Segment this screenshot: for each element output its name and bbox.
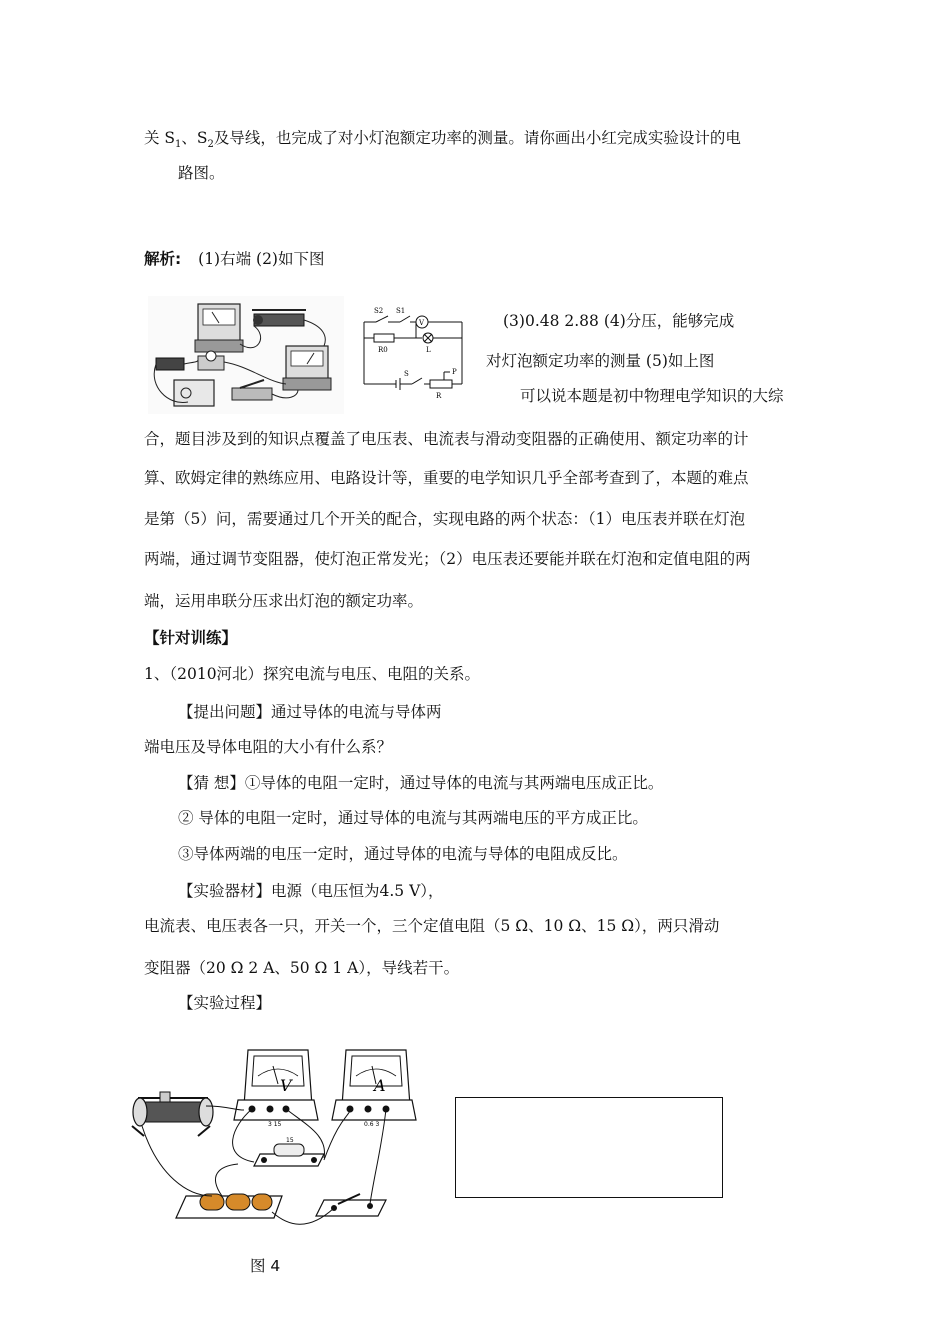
terminal-label: 15 (286, 1137, 294, 1144)
battery-photo (156, 358, 184, 370)
guess-3: ③导体两端的电压一定时，通过导体的电流与导体的电阻成反比。 (178, 845, 628, 863)
equipment-3: 变阻器（20 Ω 2 A、50 Ω 1 A），导线若干。 (144, 959, 460, 977)
intro-line-2: 路图。 (178, 164, 225, 182)
ammeter (332, 1050, 416, 1128)
ask-line-2: 端电压及导体电阻的大小有什么系？ (144, 738, 393, 756)
analysis-line (144, 249, 324, 269)
analysis-p2: 合，题目涉及到的知识点覆盖了电压表、电流表与滑动变阻器的正确使用、额定功率的计 (144, 430, 749, 448)
analysis-p6: 端，运用串联分压求出灯泡的额定功率。 (144, 592, 424, 610)
process-heading: 【实验过程】 (178, 994, 272, 1012)
training-heading: 【针对训练】 (144, 629, 238, 647)
ask-line-1: 【提出问题】通过导体的电流与导体两 (178, 703, 442, 721)
switch-photo (232, 388, 272, 400)
battery-holder (176, 1194, 282, 1218)
intro-text-c: 及导线，也完成了对小灯泡额定功率的测量。请你画出小红完成实验设计的电 (213, 129, 741, 147)
label-r0: R0 (378, 346, 388, 354)
circuit-drawing-box (455, 1097, 723, 1198)
label-s1: S1 (396, 307, 406, 315)
fixed-resistor (254, 1137, 324, 1166)
apparatus-photo (148, 296, 344, 414)
sliding-rheostat (132, 1092, 213, 1136)
intro-text-b: 、S (181, 129, 208, 147)
voltmeter-letter: V (280, 1076, 292, 1095)
label-p: P (452, 368, 457, 376)
analysis-p5: 两端，通过调节变阻器，使灯泡正常发光；（2）电压表还要能并联在灯泡和定值电阻的两 (144, 550, 751, 568)
subscript-1: 1 (175, 139, 182, 151)
ammeter-scale: 0.6 3 (364, 1121, 380, 1128)
analysis-p3: 算、欧姆定律的熟练应用、电路设计等，重要的电学知识几乎全部考查到了，本题的难点 (144, 469, 749, 487)
subscript-2: 2 (207, 139, 214, 151)
figure-caption: 图 4 (250, 1257, 281, 1275)
voltmeter (234, 1050, 318, 1128)
question-1: 1、（2010河北）探究电流与电压、电阻的关系。 (144, 665, 481, 683)
circuit-diagram (360, 300, 468, 400)
label-r: R (436, 392, 442, 400)
label-l: L (426, 346, 431, 354)
analysis-p1: 可以说本题是初中物理电学知识的大综 (520, 387, 784, 405)
guess-1: 【猜 想】①导体的电阻一定时，通过导体的电流与其两端电压成正比。 (178, 774, 664, 792)
analysis-p4: 是第（5）问，需要通过几个开关的配合，实现电路的两个状态：（1）电压表并联在灯泡 (144, 510, 745, 528)
voltmeter-photo (195, 304, 243, 352)
equipment-1: 【实验器材】电源（电压恒为4.5 V）， (178, 882, 444, 900)
answer-3: (3)0.48 2.88 (4)分压，能够完成 (503, 312, 735, 330)
intro-line-1 (144, 128, 741, 155)
intro-text-a: 关 S (144, 129, 176, 147)
equipment-2: 电流表、电压表各一只，开关一个，三个定值电阻（5 Ω、10 Ω、15 Ω），两只滑动 (144, 917, 720, 935)
ammeter-letter: A (374, 1076, 386, 1095)
guess-2: ② 导体的电阻一定时，通过导体的电流与其两端电压的平方成正比。 (178, 809, 648, 827)
ammeter-photo (283, 346, 331, 390)
label-s: S (404, 370, 409, 378)
analysis-answers: (1)右端 (2)如下图 (198, 250, 325, 268)
label-v: V (419, 319, 425, 327)
knife-switch (316, 1194, 386, 1216)
voltmeter-scale: 3 15 (268, 1121, 282, 1128)
label-s2: S2 (374, 307, 384, 315)
figure-4-apparatus (128, 1046, 428, 1236)
answer-3b: 对灯泡额定功率的测量 (5)如上图 (486, 352, 715, 370)
analysis-label: 解析: (144, 250, 182, 268)
